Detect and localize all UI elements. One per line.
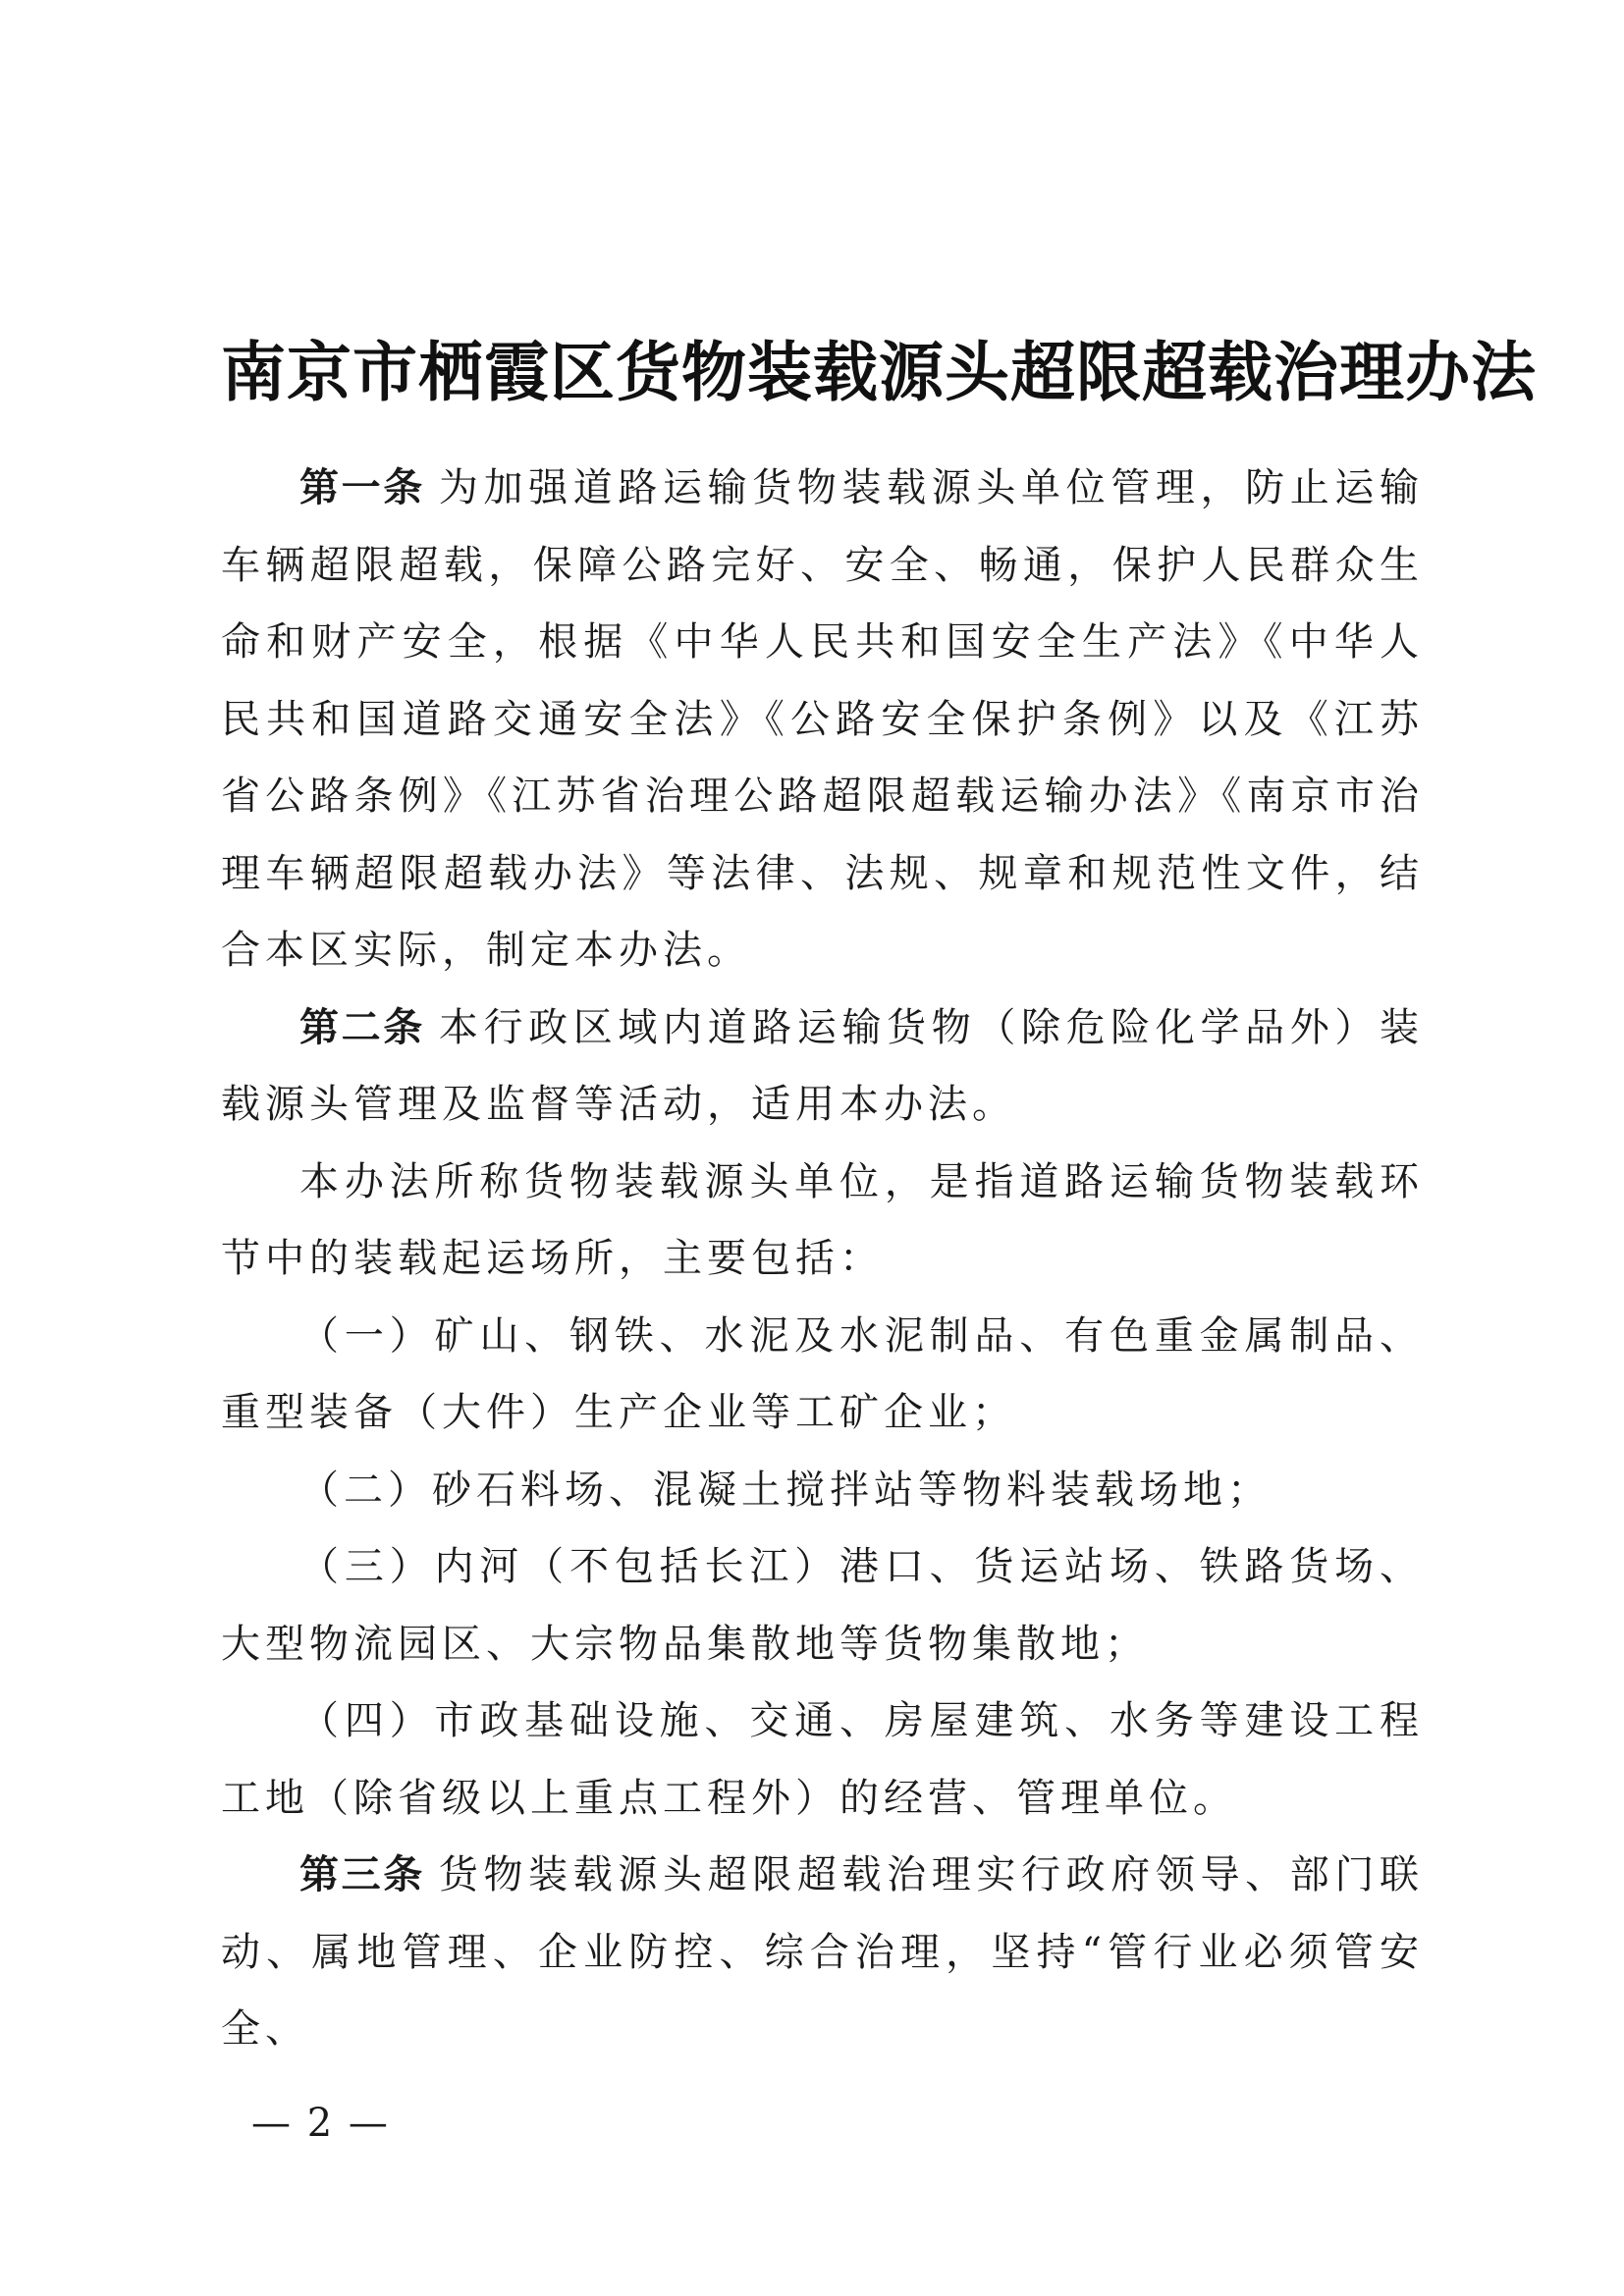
- article-3-paragraph: [221, 1837, 1424, 2068]
- article-2-paragraph: [221, 989, 1424, 1144]
- list-item-2: （二）砂石料场、混凝土搅拌站等物料装载场地；: [299, 1467, 1272, 1513]
- document-body: [221, 450, 1424, 2068]
- article-2-heading: 第二条: [299, 1003, 425, 1050]
- article-3-text: 货物装载源头超限超载治理实行政府领导、部门联动、属地管理、企业防控、综合治理，坚持“管行业必须管安全、: [221, 1852, 1424, 2052]
- list-item-3: （三）内河（不包括长江）港口、货运站场、铁路货场、大型物流园区、大宗物品集散地等货物集散地；: [221, 1544, 1424, 1667]
- article-1-paragraph: [221, 450, 1424, 989]
- article-2-text: 本行政区域内道路运输货物（除危险化学品外）装载源头管理及监督等活动，适用本办法。: [221, 1004, 1424, 1127]
- article-1-heading: 第一条: [299, 464, 425, 510]
- page-number: — 2 —: [251, 2101, 390, 2146]
- list-item-4: （四）市政基础设施、交通、房屋建筑、水务等建设工程工地（除省级以上重点工程外）的经营、管理单位。: [221, 1698, 1424, 1821]
- article-3-heading: 第三条: [299, 1851, 425, 1897]
- definition-paragraph: 本办法所称货物装载源头单位，是指道路运输货物装载环节中的装载起运场所，主要包括：: [221, 1158, 1424, 1281]
- list-item-1: （一）矿山、钢铁、水泥及水泥制品、有色重金属制品、重型装备（大件）生产企业等工矿企业；: [221, 1312, 1424, 1435]
- document-title: 南京市栖霞区货物装载源头超限超载治理办法: [221, 334, 1537, 411]
- article-1-text: 为加强道路运输货物装载源头单位管理，防止运输车辆超限超载，保障公路完好、安全、畅通，保护人民群众生命和财产安全，根据《中华人民共和国安全生产法》《中华人民共和国道路交通安全法》《公路安全保护条例》以及《江苏省公路条例》《江苏省治理公路超限超载运输办法》《南京市治理车辆超限超载办法》等法律、法规、规章和规范性文件，结合本区实际，制定本办法。: [221, 465, 1424, 973]
